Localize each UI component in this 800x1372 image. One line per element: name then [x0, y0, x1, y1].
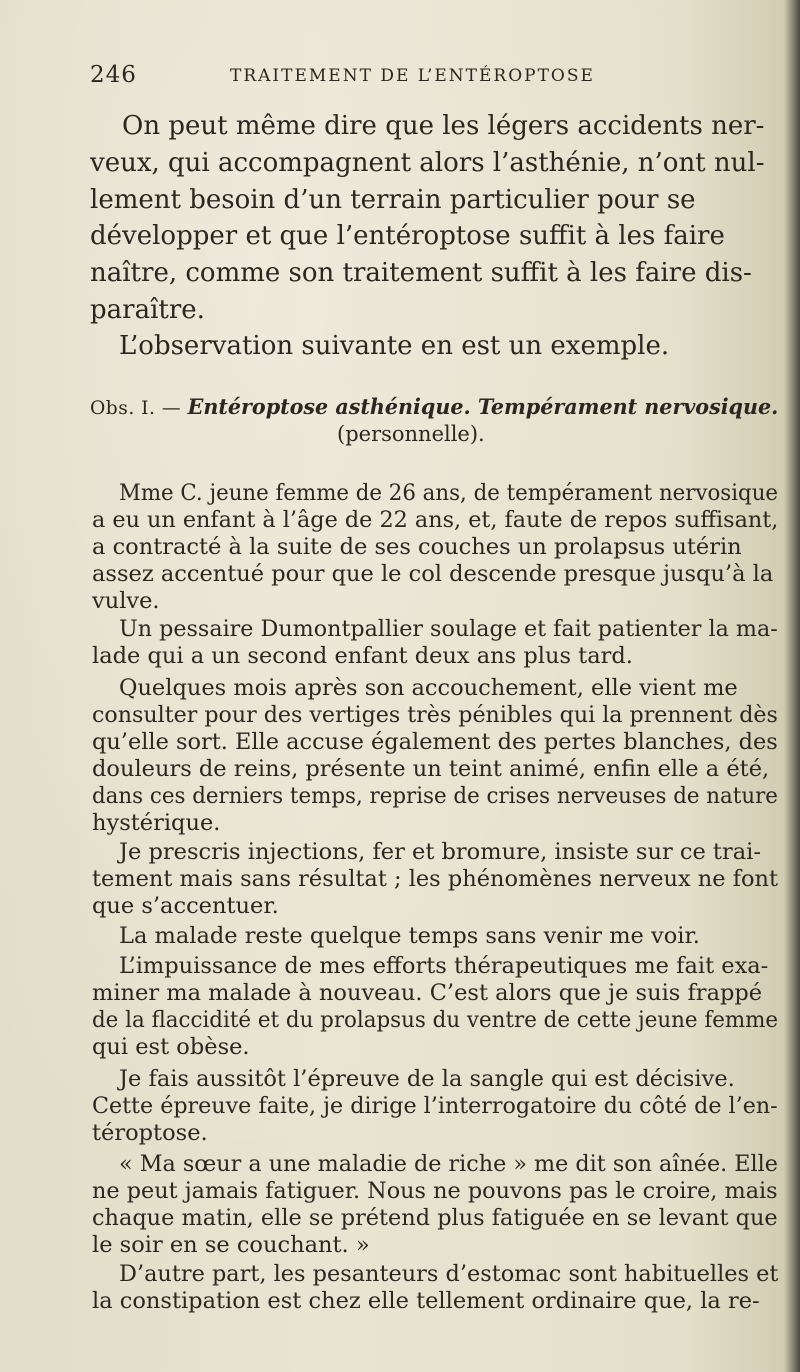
body-line: Je prescris injections, fer et bromure, insiste sur ce trai- [119, 839, 761, 865]
body-line: dans ces derniers temps, reprise de crises nerveuses de nature [92, 783, 778, 809]
body-line: consulter pour des vertiges très pénibles qui la prennent dès [92, 702, 778, 728]
observation-label: Obs. I. — [90, 397, 182, 419]
intro-line: veux, qui accompagnent alors l’asthénie, n’ont nul- [90, 148, 765, 178]
observation-heading [90, 394, 778, 419]
body-line: Je fais aussitôt l’épreuve de la sangle qui est décisive. [119, 1066, 735, 1092]
body-line: le soir en se couchant. » [92, 1232, 370, 1258]
running-head [90, 62, 650, 92]
body-line: miner ma malade à nouveau. C’est alors que je suis frappé [92, 980, 763, 1006]
intro-line: On peut même dire que les légers accidents ner- [122, 111, 765, 141]
body-line: hystérique. [92, 810, 221, 836]
body-line: La malade reste quelque temps sans venir me voir. [119, 923, 700, 949]
body-line: tement mais sans résultat ; les phénomènes nerveux ne font [92, 866, 779, 892]
body-line: la constipation est chez elle tellement ordinaire que, la re- [92, 1288, 760, 1314]
intro-line: paraître. [90, 295, 205, 325]
body-line: de la flaccidité et du prolapsus du ventre de cette jeune femme [92, 1007, 779, 1033]
body-line: lade qui a un second enfant deux ans plus tard. [92, 643, 633, 669]
body-line: qu’elle sort. Elle accuse également des pertes blanches, des [92, 729, 778, 755]
body-line: douleurs de reins, présente un teint animé, enfin elle a été, [92, 756, 770, 782]
body-line: « Ma sœur a une maladie de riche » me dit son aînée. Elle [119, 1151, 778, 1177]
body-line: assez accentué pour que le col descende presque jusqu’à la [92, 561, 774, 587]
body-line: L’impuissance de mes efforts thérapeutiques me fait exa- [119, 953, 769, 979]
intro-line: L’observation suivante en est un exemple. [119, 331, 670, 361]
body-line: a eu un enfant à l’âge de 22 ans, et, faute de repos suffisant, [92, 507, 779, 533]
body-line: qui est obèse. [92, 1034, 250, 1060]
body-line: vulve. [92, 588, 160, 614]
body-line: Mme C. jeune femme de 26 ans, de tempérament nervosique [119, 480, 779, 506]
intro-line: développer et que l’entéroptose suffit à les faire [90, 221, 725, 251]
body-line: téroptose. [92, 1120, 208, 1146]
body-line: D’autre part, les pesanteurs d’estomac sont habituelles et [119, 1261, 779, 1287]
body-line: chaque matin, elle se prétend plus fatiguée en se levant que [92, 1205, 778, 1231]
intro-line: naître, comme son traitement suffit à les faire dis- [90, 258, 752, 288]
observation-title: Entéroptose asthénique. Tempérament nervosique. [187, 394, 779, 419]
body-line: ne peut jamais fatiguer. Nous ne pouvons pas le croire, mais [92, 1178, 778, 1204]
intro-line: lement besoin d’un terrain particulier pour se [90, 185, 696, 215]
observation-subtitle: (personnelle). [337, 422, 485, 446]
body-line: a contracté à la suite de ses couches un prolapsus utérin [92, 534, 742, 560]
running-title: TRAITEMENT DE L’ENTÉROPTOSE [230, 66, 595, 86]
body-line: Cette épreuve faite, je dirige l’interrogatoire du côté de l’en- [92, 1093, 778, 1119]
body-line: Quelques mois après son accouchement, elle vient me [119, 675, 738, 701]
page-number: 246 [90, 62, 137, 88]
body-line: Un pessaire Dumontpallier soulage et fait patienter la ma- [119, 616, 778, 642]
body-line: que s’accentuer. [92, 893, 279, 919]
